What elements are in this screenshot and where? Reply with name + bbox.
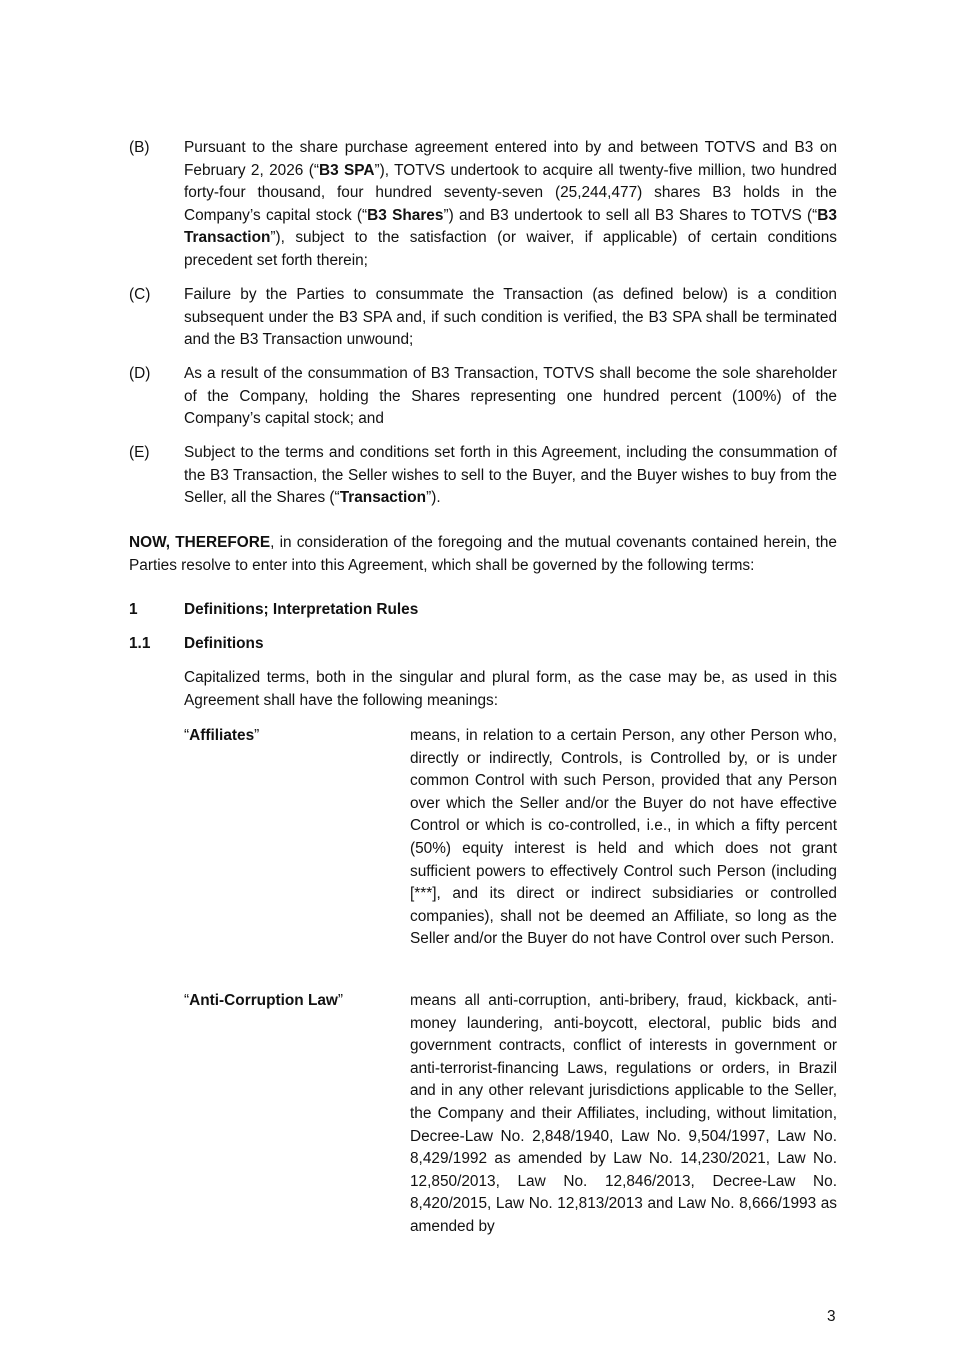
defined-term: B3 SPA bbox=[318, 161, 375, 179]
page-number: 3 bbox=[827, 1308, 836, 1325]
recital-label: (B) bbox=[129, 139, 150, 156]
definition-text-affiliates: means, in relation to a certain Person, any other Person who, directly or indirectly, Controls, is Controlled by, or is under common Control with such Person, provided that any Person over which the Seller and/or the Buyer do not have effective Control or which is co-controlled, i.e., in which a fifty percent (50%) equity interest is held and which does not grant sufficient powers to effectively Control such Person (including [***], and its direct or indirect subsidiaries or controlled companies), shall not be deemed an Affiliate, so long as the Seller and/or the Buyer do not have Control over such Person. bbox=[410, 727, 837, 948]
recital-label: (D) bbox=[129, 365, 151, 382]
recital-label: (C) bbox=[129, 286, 151, 303]
defined-term: B3 Shares bbox=[367, 206, 444, 224]
recital-label: (E) bbox=[129, 444, 150, 461]
recital-text: Subject to the terms and conditions set forth in this Agreement, including the consummation of the B3 Transaction, the Seller wishes to sell to the Buyer, and the Buyer wishes to buy from the Seller, all the Shares (“Transaction”). bbox=[184, 444, 837, 507]
definition-text-anti-corruption-law: means all anti-corruption, anti-bribery, fraud, kickback, anti-money laundering, anti-boycott, electoral, public bids and government contracts, conflict of interests in government or anti-terrorist-financing Laws, regulations or orders, in Brazil and in any other relevant jurisdictions applicable to the Seller, the Company and their Affiliates, including, without limitation, Decree-Law No. 2,848/1940, Law No. 9,504/1997, Law No. 8,429/1992 as amended by Law No. 14,230/2021, Law No. 12,850/2013, Law No. 12,846/2013, Decree-Law No. 8,420/2015, Law No. 12,813/2013 and Law No. 8,666/1993 as amended by bbox=[410, 992, 837, 1235]
recital-e bbox=[129, 442, 837, 510]
recital-d bbox=[129, 363, 837, 431]
recital-b bbox=[129, 137, 837, 273]
definition-term-affiliates: “Affiliates” bbox=[184, 727, 260, 744]
section-title: Definitions bbox=[184, 635, 264, 652]
now-therefore-paragraph: NOW, THEREFORE, in consideration of the foregoing and the mutual covenants contained herein, the Parties resolve to enter into this Agreement, which shall be governed by the following terms: bbox=[129, 534, 837, 574]
definition-term-anti-corruption-law: “Anti-Corruption Law” bbox=[184, 992, 344, 1009]
definitions-intro: Capitalized terms, both in the singular and plural form, as the case may be, as used in this Agreement shall have the following meanings: bbox=[184, 669, 837, 709]
section-1-heading bbox=[129, 599, 418, 622]
recital-text: Pursuant to the share purchase agreement entered into by and between TOTVS and B3 on February 2, 2026 (“B3 SPA”), TOTVS undertook to acquire all twenty-five million, two hundred forty-four thousand, four hundred seventy-seven (25,244,477) shares B3 holds in the Company’s capital stock (“B3 Shares”) and B3 undertook to sell all B3 Shares to TOTVS (“B3 Transaction”), subject to the satisfaction (or waiver, if applicable) of certain conditions precedent set forth therein; bbox=[184, 139, 837, 269]
section-number: 1 bbox=[129, 601, 138, 618]
defined-term: B3 Transaction bbox=[184, 206, 837, 247]
recital-text: As a result of the consummation of B3 Transaction, TOTVS shall become the sole shareholder of the Company, holding the Shares representing one hundred percent (100%) of the Company’s capital stock; and bbox=[184, 365, 837, 428]
recital-text: Failure by the Parties to consummate the Transaction (as defined below) is a condition subsequent under the B3 SPA and, if such condition is verified, the B3 SPA shall be terminated and the B3 Transaction unwound; bbox=[184, 286, 837, 349]
section-1-1-heading bbox=[129, 633, 264, 656]
section-number: 1.1 bbox=[129, 635, 151, 652]
defined-term: Transaction bbox=[339, 489, 427, 507]
section-title: Definitions; Interpretation Rules bbox=[184, 601, 419, 618]
recital-c bbox=[129, 284, 837, 352]
